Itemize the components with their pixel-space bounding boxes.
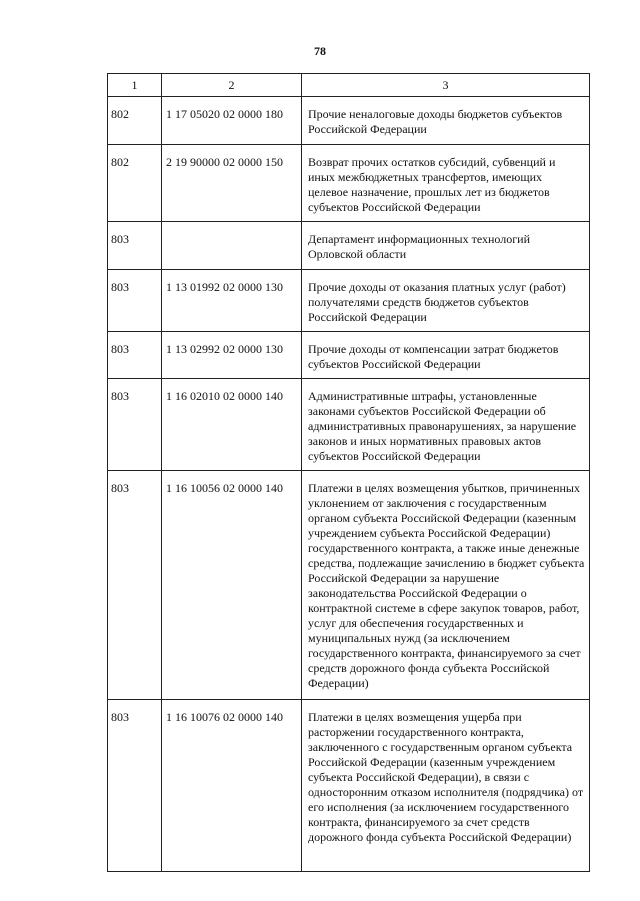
revenue-name-cell: Платежи в целях возмещения убытков, причиненных уклонением от заключения с государственным органом субъекта Российской Федерации (казенным учреждением субъекта Российской Федерации) государственного контракта, а также иные денежные средства, подлежащие зачислению в бюджет субъекта Российской Федерации за нарушение законодательства Российской Федерации о контрактной системе в сфере закупок товаров, работ, услуг для обеспечения государственных и муниципальных нужд (за исключением государственного контракта, финансируемого за счет средств дорожного фонда субъекта Российской Федерации) — [302, 471, 590, 700]
revenue-name-cell: Платежи в целях возмещения ущерба при расторжении государственного контракта, заключенного с государственным органом субъекта Российской Федерации (казенным учреждением субъекта Российской Федерации), в связи с односторонним отказом исполнителя (подрядчика) от его исполнения (за исключением государственного контракта, финансируемого за счет средств дорожного фонда субъекта Российской Федерации) — [302, 700, 590, 872]
revenue-name-cell: Административные штрафы, установленные законами субъектов Российской Федерации об административных правонарушениях, за нарушение законов и иных нормативных правовых актов субъектов Российской Федерации — [302, 379, 590, 471]
budget-code-cell — [162, 222, 302, 270]
budget-code-cell: 1 13 01992 02 0000 130 — [162, 270, 302, 332]
table-row — [108, 222, 590, 270]
revenue-codes-table — [107, 73, 590, 872]
column-header-3: 3 — [302, 74, 590, 97]
table-row — [108, 145, 590, 222]
admin-code-cell: 803 — [108, 222, 162, 270]
revenue-name-cell: Прочие доходы от оказания платных услуг (работ) получателями средств бюджетов субъектов Российской Федерации — [302, 270, 590, 332]
revenue-name-cell: Возврат прочих остатков субсидий, субвенций и иных межбюджетных трансфертов, имеющих целевое назначение, прошлых лет из бюджетов субъектов Российской Федерации — [302, 145, 590, 222]
budget-code-cell: 1 16 10056 02 0000 140 — [162, 471, 302, 700]
admin-code-cell: 803 — [108, 379, 162, 471]
table-row — [108, 379, 590, 471]
table-row — [108, 471, 590, 700]
revenue-name-cell: Прочие доходы от компенсации затрат бюджетов субъектов Российской Федерации — [302, 332, 590, 379]
budget-code-cell: 1 13 02992 02 0000 130 — [162, 332, 302, 379]
table-row — [108, 97, 590, 145]
revenue-name-cell: Департамент информационных технологий Орловской области — [302, 222, 590, 270]
table-row — [108, 332, 590, 379]
table-row — [108, 700, 590, 872]
admin-code-cell: 803 — [108, 700, 162, 872]
revenue-name-cell: Прочие неналоговые доходы бюджетов субъектов Российской Федерации — [302, 97, 590, 145]
admin-code-cell: 803 — [108, 471, 162, 700]
admin-code-cell: 802 — [108, 97, 162, 145]
table-row — [108, 270, 590, 332]
budget-code-cell: 1 17 05020 02 0000 180 — [162, 97, 302, 145]
budget-code-cell: 2 19 90000 02 0000 150 — [162, 145, 302, 222]
table-header-row — [108, 74, 590, 97]
admin-code-cell: 803 — [108, 270, 162, 332]
budget-code-cell: 1 16 10076 02 0000 140 — [162, 700, 302, 872]
budget-code-cell: 1 16 02010 02 0000 140 — [162, 379, 302, 471]
admin-code-cell: 803 — [108, 332, 162, 379]
page-number: 78 — [314, 44, 326, 58]
column-header-1: 1 — [108, 74, 162, 97]
column-header-2: 2 — [162, 74, 302, 97]
admin-code-cell: 802 — [108, 145, 162, 222]
